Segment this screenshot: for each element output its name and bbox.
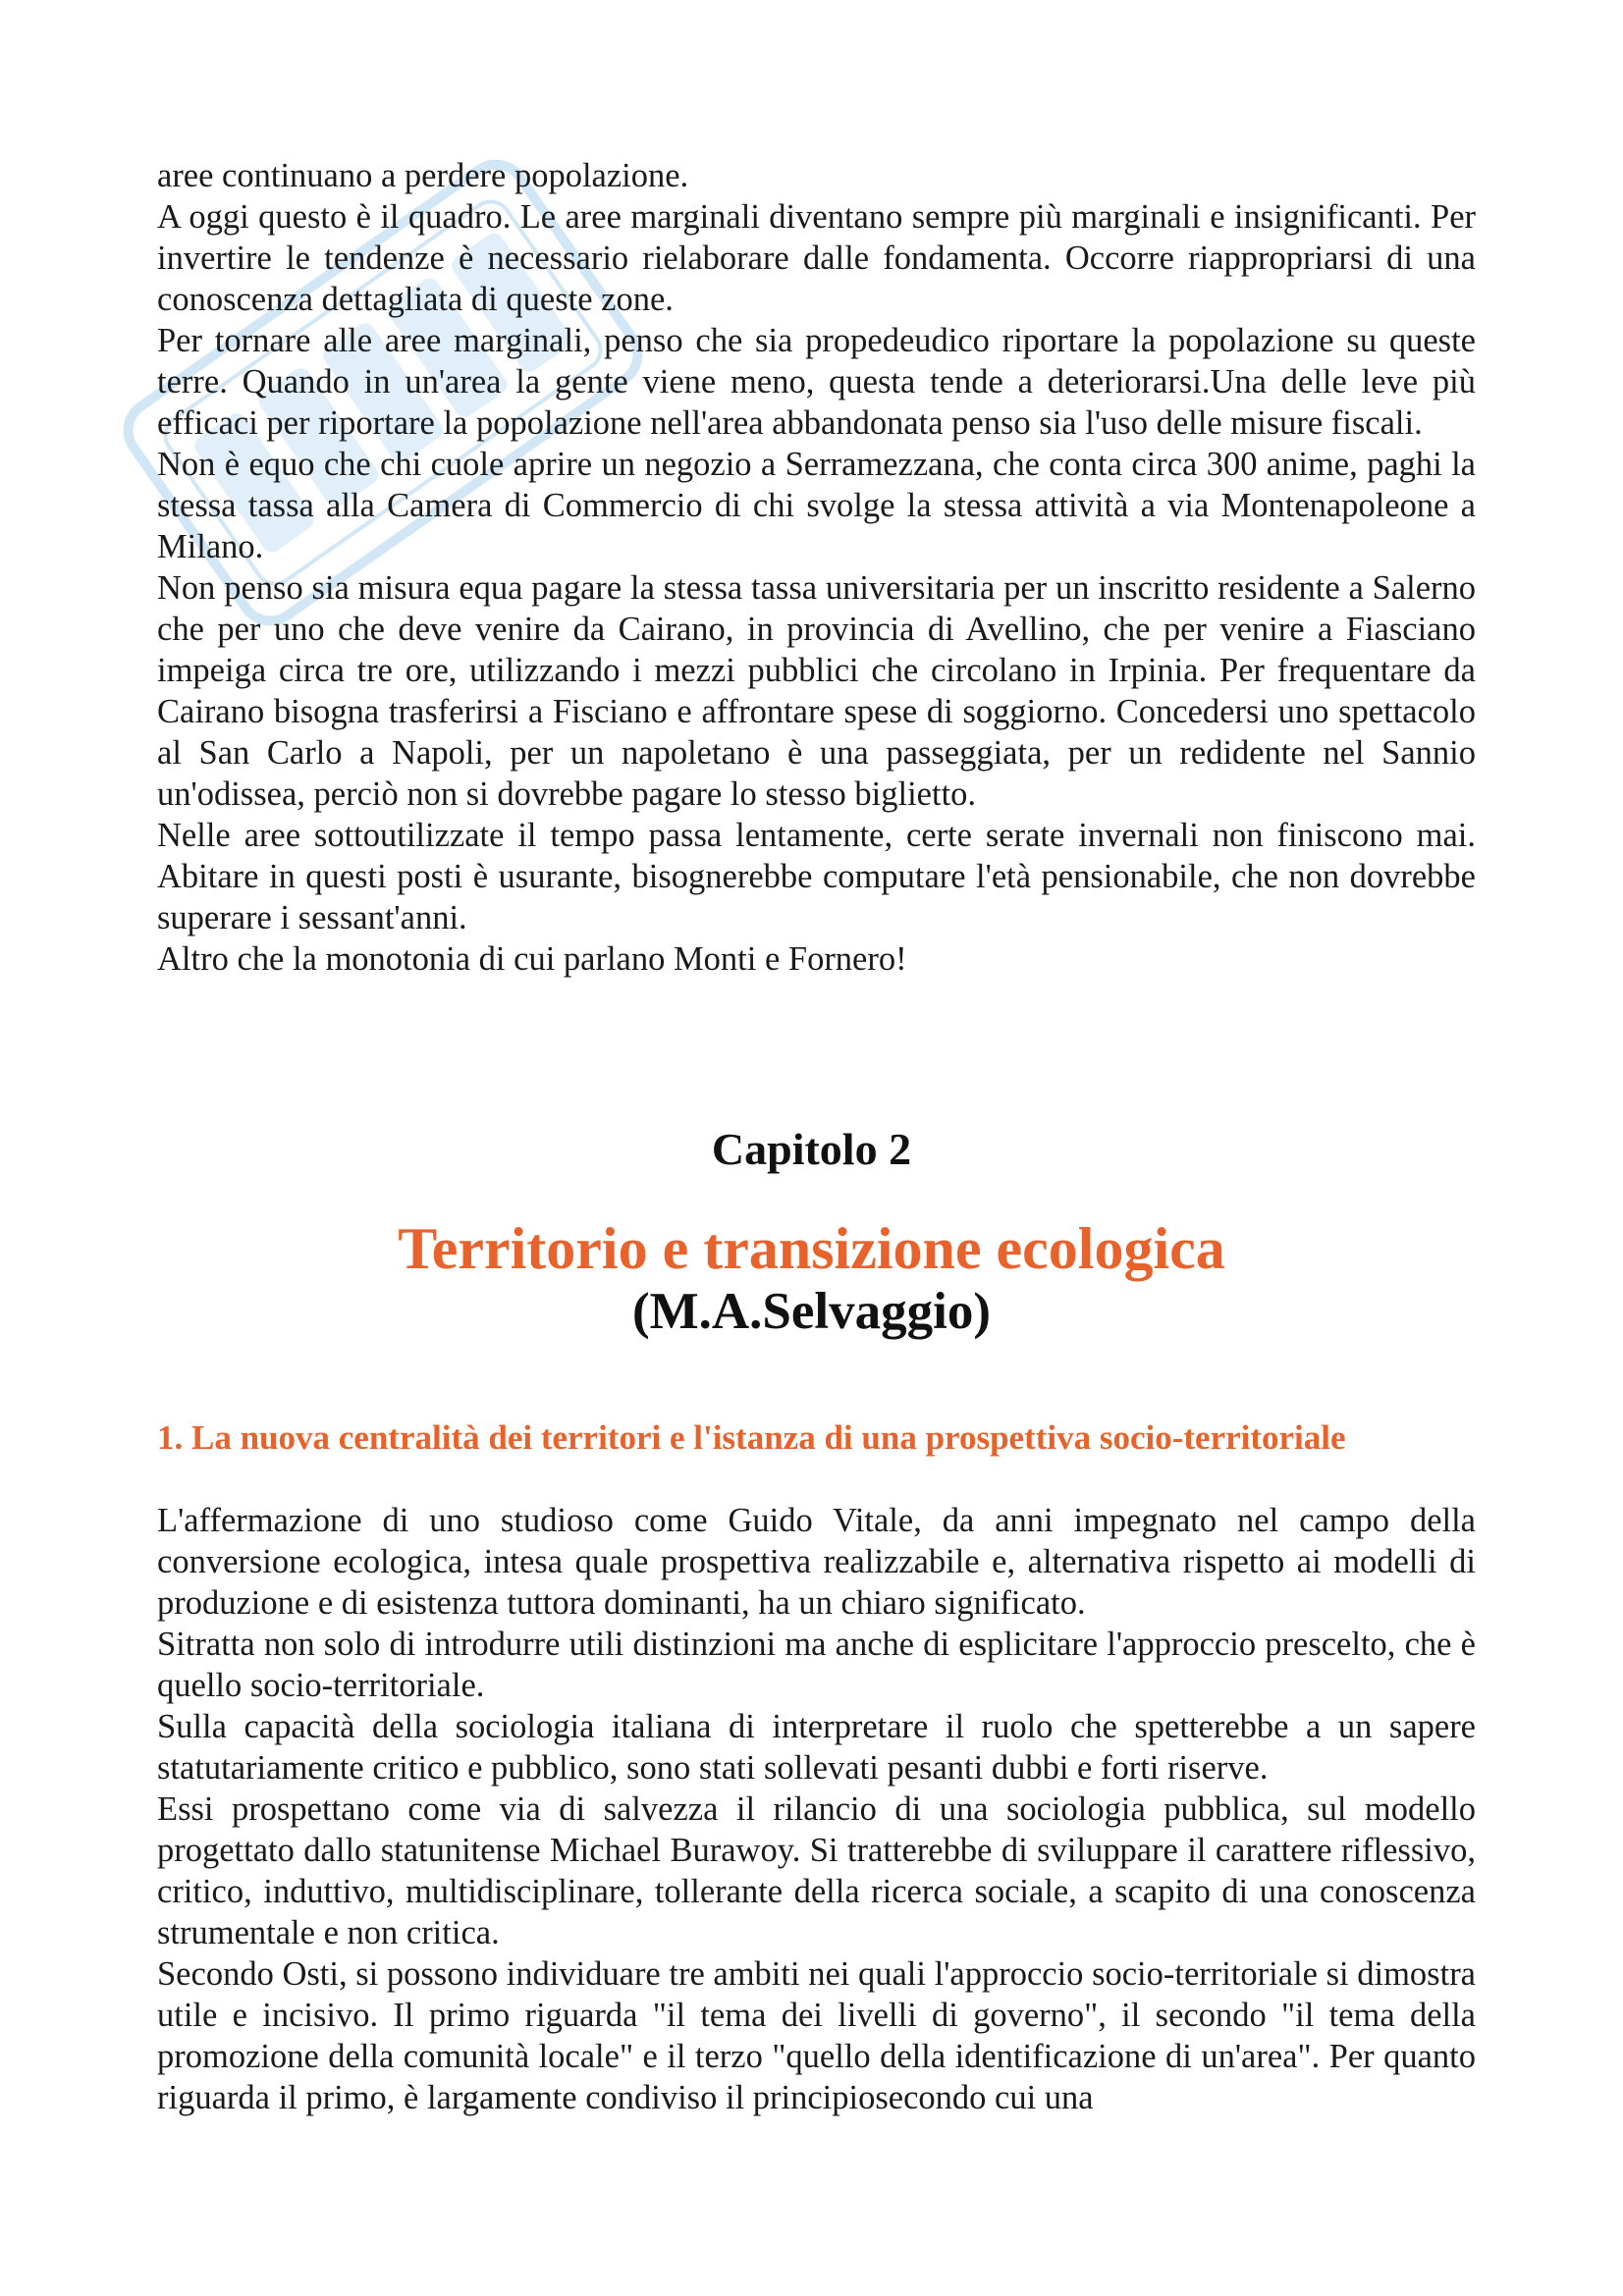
paragraph: Altro che la monotonia di cui parlano Monti e Fornero!	[157, 940, 907, 978]
paragraph: Secondo Osti, si possono individuare tre ambiti nei quali l'approccio socio-territoriale si dimostra utile e incisivo. Il primo riguarda "il tema dei livelli di governo", il secondo "il tema della promozione della comunità locale" e il terzo "quello della identificazione di un'area". Per quanto riguarda il primo, è largamente condiviso il principiosecondo cui una	[157, 1955, 1476, 2116]
paragraph: Sitratta non solo di introdurre utili distinzioni ma anche di esplicitare l'approccio prescelto, che è quello socio-territoriale.	[157, 1626, 1476, 1704]
paragraph: Nelle aree sottoutilizzate il tempo passa lentamente, certe serate invernali non finiscono mai. Abitare in questi posti è usurante, bisognerebbe computare l'età pensionabile, che non dovrebbe superare i sessant'anni.	[157, 817, 1476, 936]
paragraph: Sulla capacità della sociologia italiana di interpretare il ruolo che spetterebbe a un sapere statutariamente critico e pubblico, sono stati sollevati pesanti dubbi e forti riserve.	[157, 1708, 1476, 1787]
paragraph: A oggi questo è il quadro. Le aree marginali diventano sempre più marginali e insignificanti. Per invertire le tendenze è necessario rielaborare dalle fondamenta. Occorre riappropriarsi di una conoscenza dettagliata di queste zone.	[157, 198, 1476, 318]
paragraph: Per tornare alle aree marginali, penso che sia propedeudico riportare la popolazione su queste terre. Quando in un'area la gente viene meno, questa tende a deteriorarsi.Una delle leve più efficaci per riportare la popolazione nell'area abbandonata penso sia l'uso delle misure fiscali.	[157, 322, 1476, 442]
chapter-title: Territorio e transizione ecologica	[398, 1216, 1225, 1281]
paragraph: aree continuano a perdere popolazione.	[157, 157, 689, 194]
paragraph: Essi prospettano come via di salvezza il rilancio di una sociologia pubblica, sul modello progettato dallo statunitense Michael Burawoy. Si tratterebbe di sviluppare il carattere riflessivo, critico, induttivo, multidisciplinare, tollerante della ricerca sociale, a scapito di una conoscenza strumentale e non critica.	[157, 1790, 1476, 1951]
section-heading: 1. La nuova centralità dei territori e l'istanza di una prospettiva socio-territoriale	[157, 1418, 1346, 1457]
paragraph: Non è equo che chi cuole aprire un negozio a Serramezzana, che conta circa 300 anime, paghi la stessa tassa alla Camera di Commercio di chi svolge la stessa attività a via Montenapoleone a Milano.	[157, 446, 1476, 565]
paragraph: L'affermazione di uno studioso come Guido Vitale, da anni impegnato nel campo della conversione ecologica, intesa quale prospettiva realizzabile e, alternativa rispetto ai modelli di produzione e di esistenza tuttora dominanti, ha un chiaro significato.	[157, 1502, 1476, 1622]
body-text-top	[157, 155, 1476, 980]
chapter-label: Capitolo 2	[711, 1124, 912, 1174]
chapter-author: (M.A.Selvaggio)	[631, 1283, 992, 1340]
paragraph: Non penso sia misura equa pagare la stessa tassa universitaria per un inscritto residente a Salerno che per uno che deve venire da Cairano, in provincia di Avellino, che per venire a Fiasciano impeiga circa tre ore, utilizzando i mezzi pubblici che circolano in Irpinia. Per frequentare da Cairano bisogna trasferirsi a Fisciano e affrontare spese di soggiorno. Concedersi uno spettacolo al San Carlo a Napoli, per un napoletano è una passeggiata, per un redidente nel Sannio un'odissea, perciò non si dovrebbe pagare lo stesso biglietto.	[157, 569, 1476, 813]
body-text-bottom	[157, 1500, 1476, 2118]
